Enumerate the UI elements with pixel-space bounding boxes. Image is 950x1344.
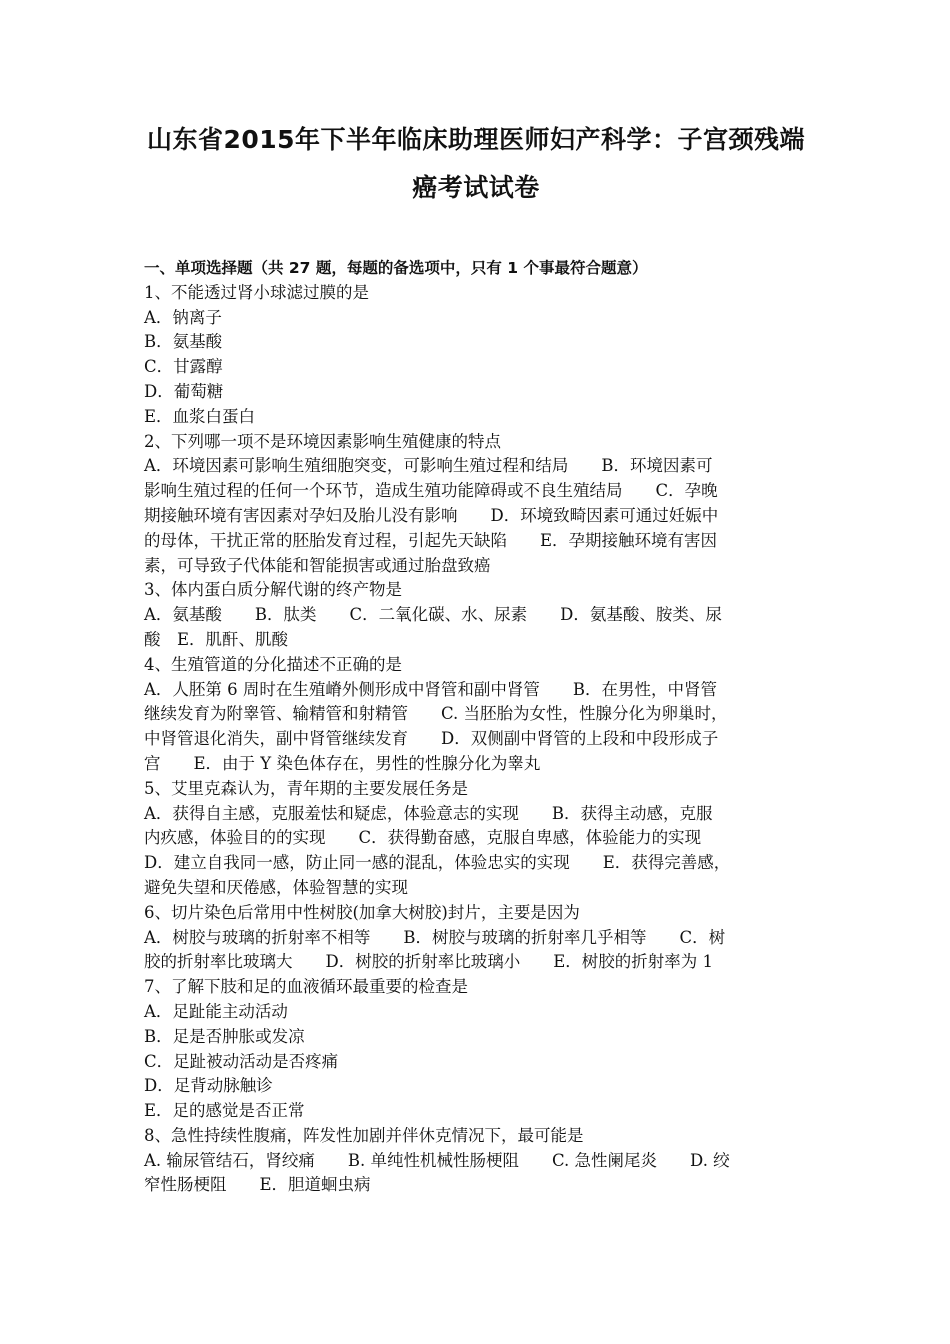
answer-options-line: D．建立自我同一感，防止同一感的混乱，体验忠实的实现 E．获得完善感， [144, 853, 731, 873]
answer-option: B．氨基酸 [144, 332, 223, 352]
answer-option: A．钠离子 [144, 307, 222, 327]
answer-options-line: 窄性肠梗阻 E．胆道蛔虫病 [144, 1175, 371, 1195]
document-page [144, 116, 808, 1198]
answer-option: D．足背动脉触诊 [144, 1076, 273, 1096]
answer-option: D．葡萄糖 [144, 381, 224, 401]
answer-options-line: A. 输尿管结石，肾绞痛 B. 单纯性机械性肠梗阻 C. 急性阑尾炎 D. 绞 [144, 1150, 730, 1170]
document-title-line-2: 癌考试试卷 [412, 173, 540, 202]
question-3 [144, 578, 808, 652]
answer-options-line: A．氨基酸 B．肽类 C．二氧化碳、水、尿素 D．氨基酸、胺类、尿 [144, 605, 722, 625]
answer-options-line: 影响生殖过程的任何一个环节，造成生殖功能障碍或不良生殖结局 C．孕晚 [144, 481, 718, 501]
question-stem: 1、不能透过肾小球滤过膜的是 [144, 282, 369, 302]
question-stem: 5、艾里克森认为，青年期的主要发展任务是 [144, 778, 468, 798]
answer-options-line: 的母体，干扰正常的胚胎发育过程，引起先天缺陷 E．孕期接触环境有害因 [144, 530, 718, 550]
question-8 [144, 1124, 808, 1198]
answer-options-paragraph [144, 926, 808, 976]
answer-options-paragraph [144, 454, 808, 578]
answer-option: B．足是否肿胀或发凉 [144, 1026, 305, 1046]
question-stem: 2、下列哪一项不是环境因素影响生殖健康的特点 [144, 431, 501, 451]
document-title [144, 116, 808, 212]
answer-option: C．足趾被动活动是否疼痛 [144, 1051, 339, 1071]
question-stem: 8、急性持续性腹痛，阵发性加剧并伴休克情况下，最可能是 [144, 1125, 584, 1145]
question-1 [144, 281, 808, 430]
section-heading: 一、单项选择题（共 27 题，每题的备选项中，只有 1 个事最符合题意） [144, 259, 648, 277]
answer-options-line: A．环境因素可影响生殖细胞突变，可影响生殖过程和结局 B．环境因素可 [144, 456, 713, 476]
answer-options-paragraph [144, 1149, 808, 1199]
answer-option: C．甘露醇 [144, 357, 223, 377]
answer-options-line: 胶的折射率比玻璃大 D．树胶的折射率比玻璃小 E．树胶的折射率为 1 [144, 952, 714, 972]
answer-options-line: A．获得自主感，克服羞怯和疑虑，体验意志的实现 B．获得主动感，克服 [144, 803, 713, 823]
question-6 [144, 901, 808, 975]
answer-options-line: 酸 E．肌酐、肌酸 [144, 629, 289, 649]
question-2 [144, 430, 808, 579]
question-stem: 3、体内蛋白质分解代谢的终产物是 [144, 580, 402, 600]
document-title-line-1: 山东省2015年下半年临床助理医师妇产科学：子宫颈残端 [146, 125, 806, 154]
answer-options-line: 素，可导致子代体能和智能损害或通过胎盘致癌 [144, 555, 491, 575]
question-7 [144, 975, 808, 1124]
answer-option: E．血浆白蛋白 [144, 406, 256, 426]
question-4 [144, 653, 808, 777]
question-stem: 4、生殖管道的分化描述不正确的是 [144, 654, 402, 674]
question-stem: 7、了解下肢和足的血液循环最重要的检查是 [144, 977, 468, 997]
answer-options-line: A．树胶与玻璃的折射率不相等 B．树胶与玻璃的折射率几乎相等 C．树 [144, 927, 726, 947]
question-5 [144, 777, 808, 901]
answer-options-paragraph [144, 678, 808, 777]
answer-options-line: A．人胚第 6 周时在生殖嵴外侧形成中肾管和副中肾管 B．在男性，中肾管 [144, 679, 718, 699]
answer-option: E．足的感觉是否正常 [144, 1101, 305, 1121]
answer-option: A．足趾能主动活动 [144, 1001, 288, 1021]
answer-options-line: 避免失望和厌倦感，体验智慧的实现 [144, 877, 408, 897]
answer-options-line: 内疚感，体验目的的实现 C．获得勤奋感，克服自卑感，体验能力的实现 [144, 828, 702, 848]
answer-options-line: 继续发育为附睾管、输精管和射精管 C. 当胚胎为女性，性腺分化为卵巢时， [144, 704, 728, 724]
answer-options-line: 宫 E．由于 Y 染色体存在，男性的性腺分化为睾丸 [144, 753, 541, 773]
answer-options-line: 期接触环境有害因素对孕妇及胎儿没有影响 D．环境致畸因素可通过妊娠中 [144, 505, 719, 525]
answer-options-line: 中肾管退化消失，副中肾管继续发育 D．双侧副中肾管的上段和中段形成子 [144, 729, 719, 749]
answer-options-paragraph [144, 802, 808, 901]
answer-options-paragraph [144, 603, 808, 653]
question-stem: 6、切片染色后常用中性树胶(加拿大树胶)封片，主要是因为 [144, 902, 580, 922]
